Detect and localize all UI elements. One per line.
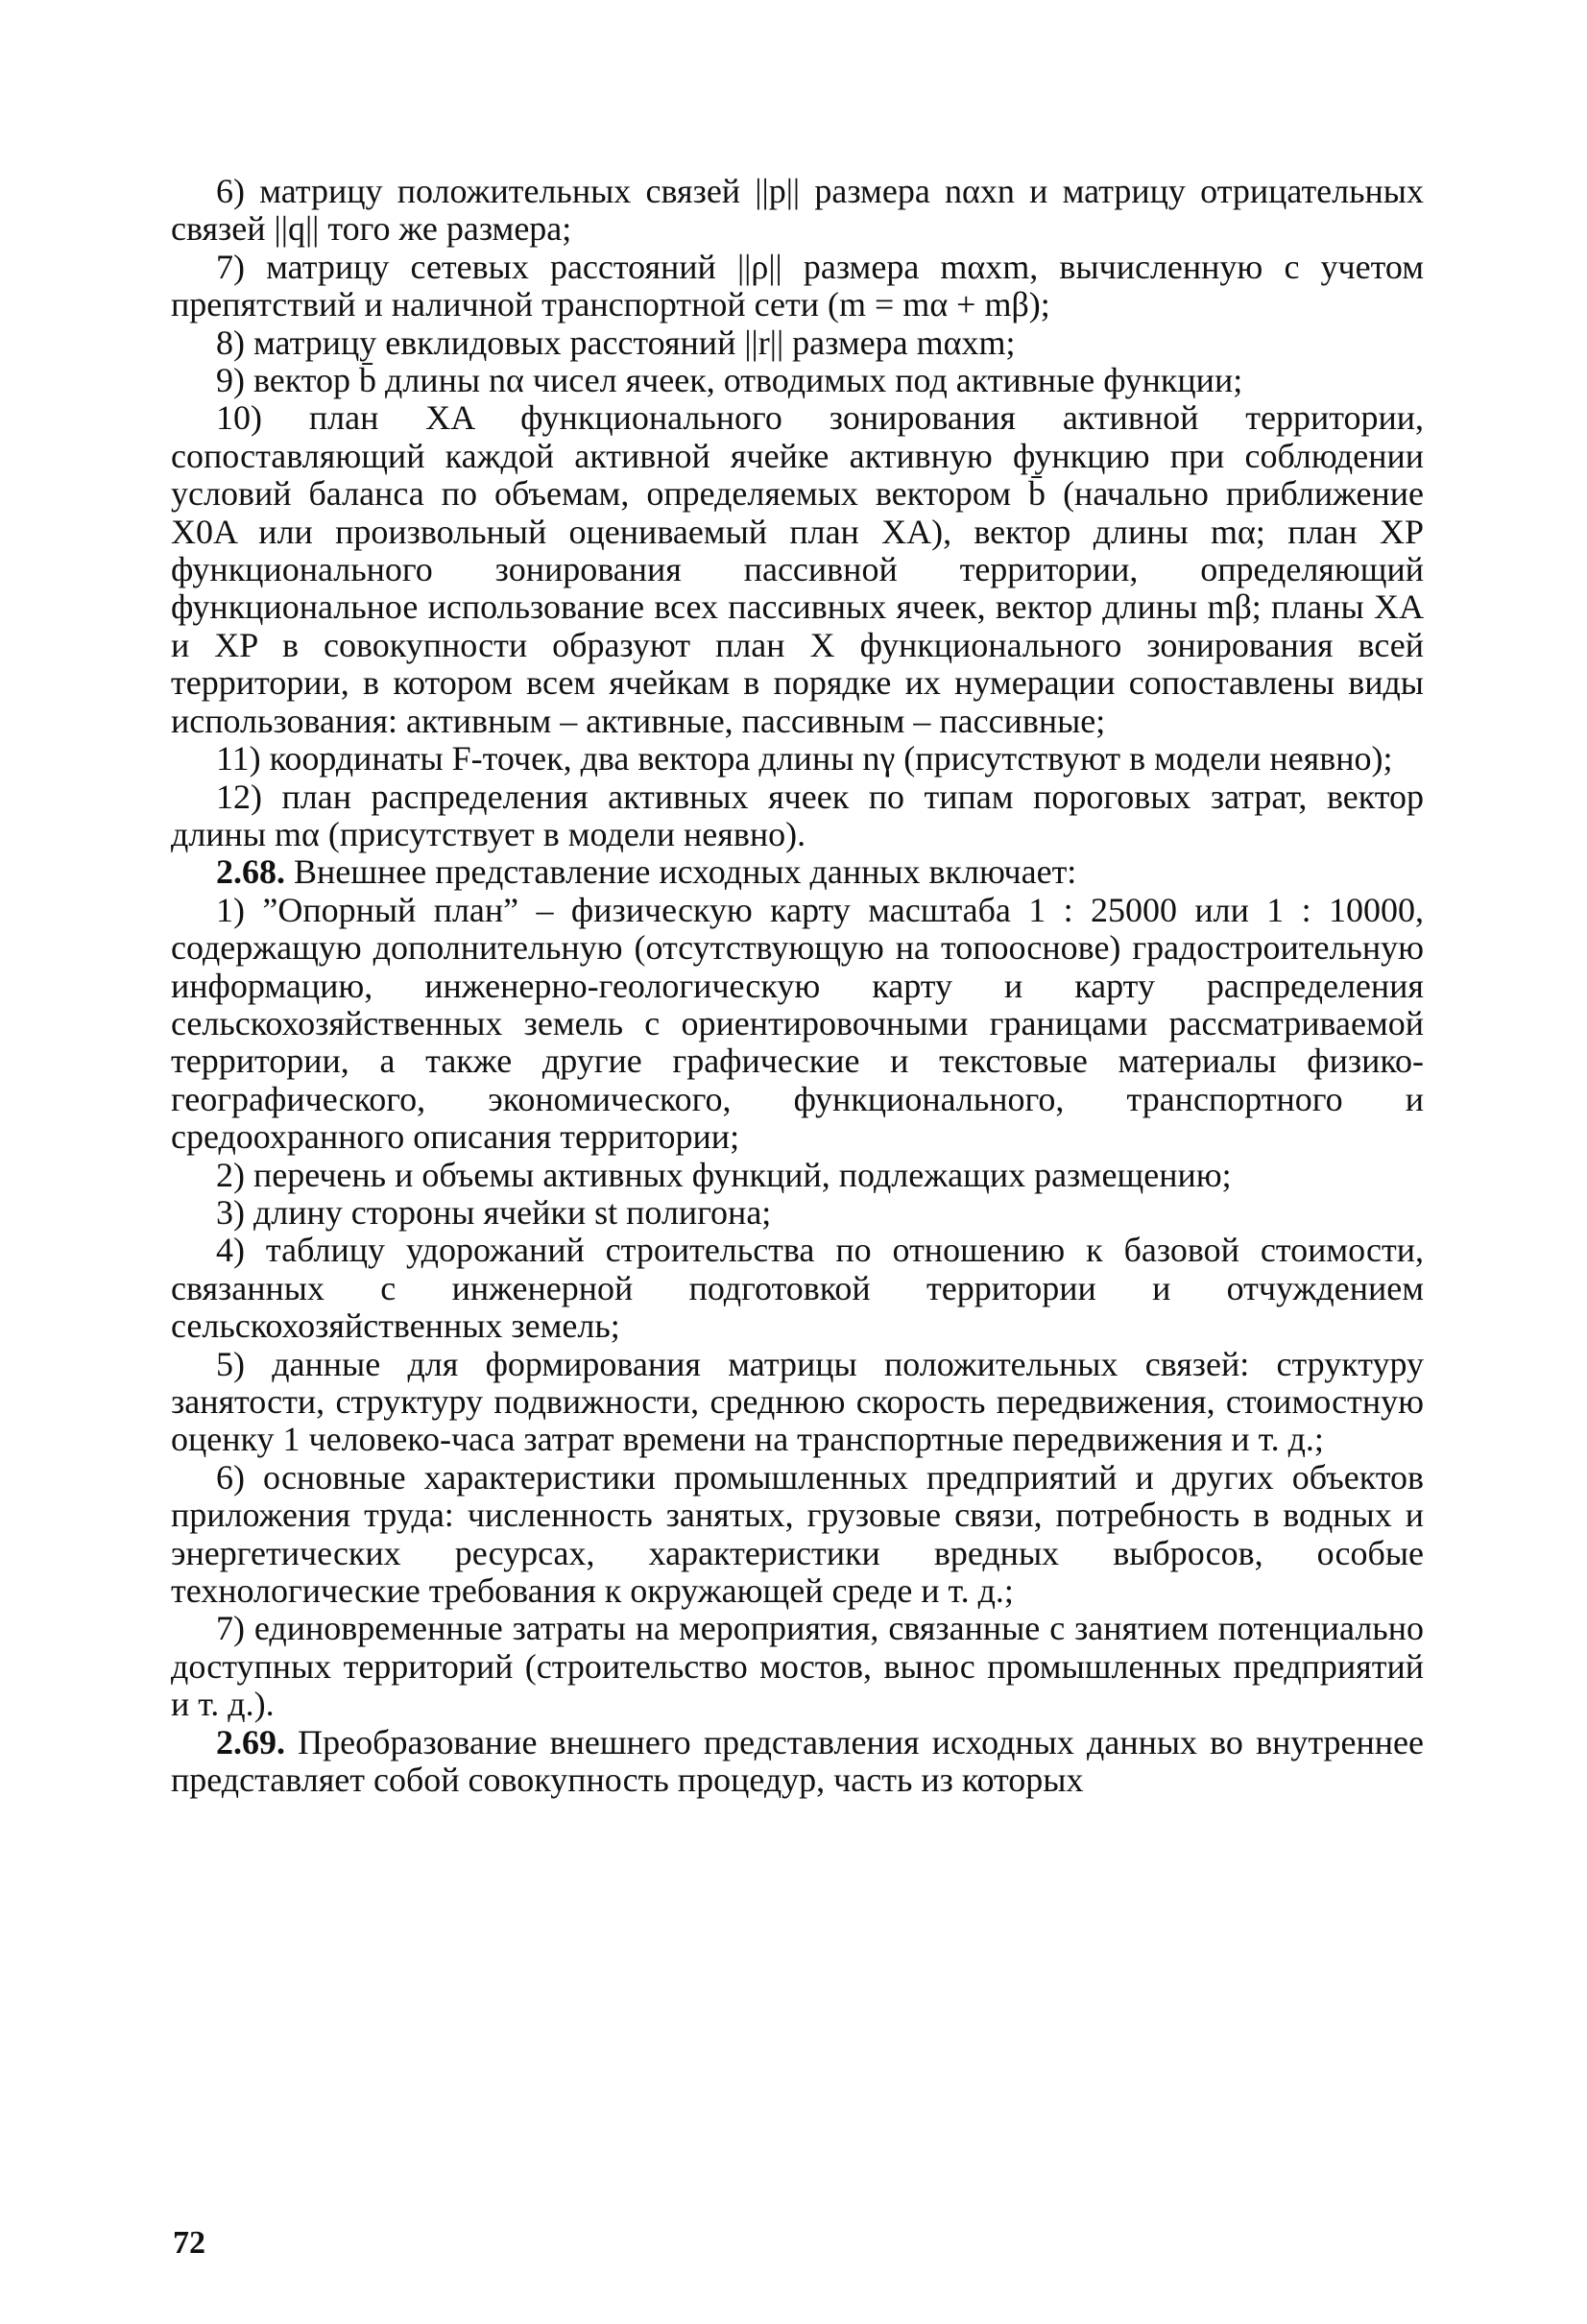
- paragraph-item-10-zoning-plan: 10) план XA функционального зонирования активной территории, сопоставляющий каждой активной ячейке активную функцию при соблюдении условий баланса по объемам, определяемых вектором b̄ (начально приближение X0A или произвольный оцениваемый план XA), вектор длины mα; план XP функционального зонирования пассивной территории, определяющий функциональное использование всех пассивных ячеек, вектор длины mβ; планы XA и XP в совокупности образуют план X функционального зонирования всей территории, в котором всем ячейкам в порядке их нумерации сопоставлены виды использования: активным – активные, пассивным – пассивные;: [171, 398, 1424, 740]
- paragraph-external-3-cell-side: 3) длину стороны ячейки st полигона;: [216, 1192, 772, 1232]
- page-number: 72: [173, 2225, 205, 2261]
- paragraph-item-9-vector-b: 9) вектор b̄ длины nα чисел ячеек, отводимых под активные функции;: [216, 361, 1243, 400]
- section-2-69: 2.69. Преобразование внешнего представления исходных данных во внутреннее представляет собой совокупность процедур, часть из которых: [171, 1722, 1424, 1800]
- paragraph-external-7-one-time-costs: 7) единовременные затраты на мероприятия, связанные с занятием потенциально доступных территорий (строительство мостов, вынос промышленных предприятий и т. д.).: [171, 1609, 1424, 1724]
- paragraph-item-12-threshold-plan: 12) план распределения активных ячеек по типам пороговых затрат, вектор длины mα (присутствует в модели неявно).: [171, 777, 1424, 853]
- paragraph-external-5-link-data: 5) данные для формирования матрицы положительных связей: структуру занятости, структуру подвижности, среднюю скорость передвижения, стоимостную оценку 1 человеко-часа затрат времени на транспортные передвижения и т. д.;: [171, 1344, 1424, 1459]
- paragraph-external-2-functions-list: 2) перечень и объемы активных функций, подлежащих размещению;: [216, 1155, 1232, 1194]
- paragraph-item-7-network-distances: 7) матрицу сетевых расстояний ||ρ|| размера mαxm, вычисленную с учетом препятствий и наличной транспортной сети (m = mα + mβ);: [171, 247, 1424, 324]
- paragraph-external-6-enterprise-data: 6) основные характеристики промышленных предприятий и других объектов приложения труда: численность занятых, грузовые связи, потребность в водных и энергетических ресурсах, характеристики вредных выбросов, особые технологические требования к окружающей среде и т. д.;: [171, 1457, 1424, 1611]
- section-2-68: 2.68. Внешнее представление исходных данных включает:: [216, 852, 1077, 892]
- paragraph-external-4-cost-table: 4) таблицу удорожаний строительства по отношению к базовой стоимости, связанных с инженерной подготовкой территории и отчуждением сельскохозяйственных земель;: [171, 1231, 1424, 1346]
- body-text: [171, 173, 1424, 1799]
- paragraph-external-1-base-plan: 1) ”Опорный план” – физическую карту масштаба 1 : 25000 или 1 : 10000, содержащую дополнительную (отсутствующую на топооснове) градостроительную информацию, инженерно-геологическую карту и карту распределения сельскохозяйственных земель с ориентировочными границами рассматриваемой территории, а также другие графические и текстовые материалы физико-географического, экономического, функционального, транспортного и средоохранного описания территории;: [171, 890, 1424, 1157]
- paragraph-item-11-f-points: 11) координаты F-точек, два вектора длины nγ (присутствуют в модели неявно);: [216, 739, 1393, 779]
- paragraph-item-6-link-matrices: 6) матрицу положительных связей ||p|| размера nαxn и матрицу отрицательных связей ||q|| того же размера;: [171, 172, 1424, 249]
- paragraph-item-8-euclidean-distances: 8) матрицу евклидовых расстояний ||r|| размера mαxm;: [216, 323, 1016, 362]
